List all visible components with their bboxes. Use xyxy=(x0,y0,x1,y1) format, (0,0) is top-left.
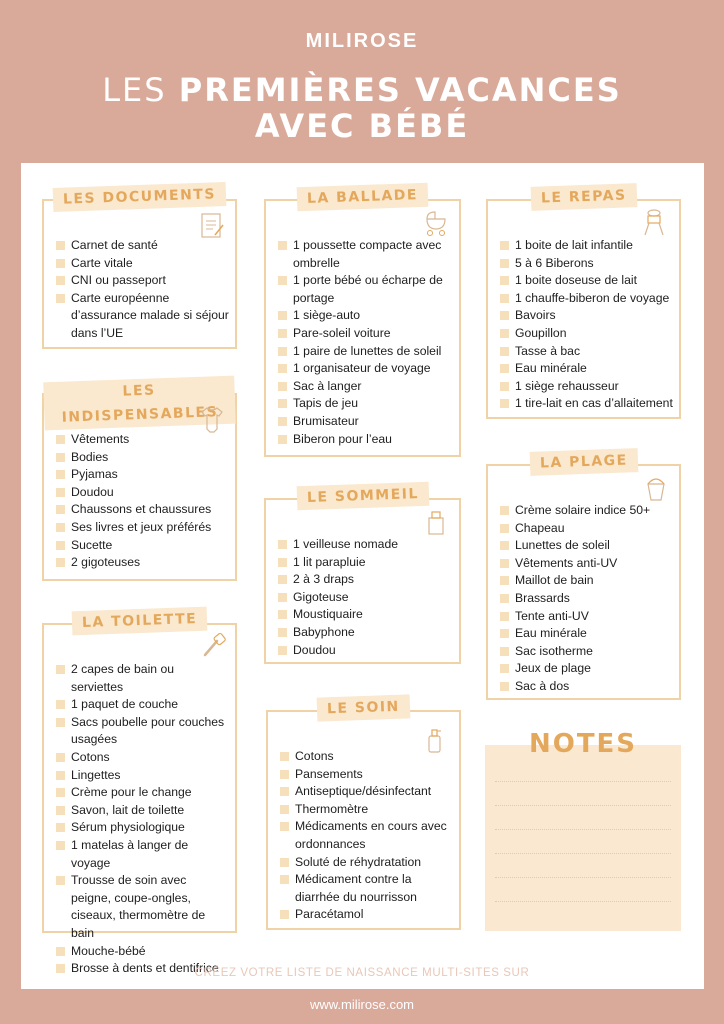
checklist-item[interactable]: 2 capes de bain ou serviettes xyxy=(56,661,229,696)
checklist-item[interactable]: Babyphone xyxy=(278,624,453,642)
section-soin xyxy=(266,698,461,930)
notes-line xyxy=(495,829,671,830)
section-list xyxy=(56,237,229,343)
checklist-item[interactable]: Ses livres et jeux préférés xyxy=(56,519,229,537)
title-line1-prefix: LES xyxy=(102,71,179,109)
checklist-item[interactable]: Crème pour le change xyxy=(56,784,229,802)
checklist-item[interactable]: Mouche-bébé xyxy=(56,943,229,961)
section-list xyxy=(56,661,229,978)
checklist-item[interactable]: 5 à 6 Biberons xyxy=(500,255,673,273)
checklist-item[interactable]: 1 boite de lait infantile xyxy=(500,237,673,255)
checklist-item[interactable]: Tente anti-UV xyxy=(500,608,673,626)
checklist-item[interactable]: Cotons xyxy=(56,749,229,767)
checklist-item[interactable]: 1 chauffe-biberon de voyage xyxy=(500,290,673,308)
checklist-item[interactable]: Chaussons et chaussures xyxy=(56,501,229,519)
checklist-item[interactable]: Savon, lait de toilette xyxy=(56,802,229,820)
checklist-item[interactable]: Carnet de santé xyxy=(56,237,229,255)
notes-line xyxy=(495,877,671,878)
section-list xyxy=(500,502,673,696)
checklist-item[interactable]: Bavoirs xyxy=(500,307,673,325)
page-title xyxy=(0,72,724,144)
checklist-item[interactable]: 2 à 3 draps xyxy=(278,571,453,589)
checklist-item[interactable]: Paracétamol xyxy=(280,906,453,924)
nightlight-icon xyxy=(423,508,449,538)
checklist-item[interactable]: 1 lit parapluie xyxy=(278,554,453,572)
checklist-item[interactable]: Maillot de bain xyxy=(500,572,673,590)
footer-url-link[interactable]: www.milirose.com xyxy=(309,997,414,1012)
checklist-item[interactable]: Lingettes xyxy=(56,767,229,785)
section-list xyxy=(280,748,453,924)
checklist-item[interactable]: 1 organisateur de voyage xyxy=(278,360,453,378)
checklist-item[interactable]: Sacs poubelle pour couches usagées xyxy=(56,714,229,749)
checklist-item[interactable]: Trousse de soin avec peigne, coupe-ongles, ciseaux, thermomètre de bain xyxy=(56,872,229,942)
checklist-item[interactable]: Crème solaire indice 50+ xyxy=(500,502,673,520)
checklist-item[interactable]: Lunettes de soleil xyxy=(500,537,673,555)
checklist-item[interactable]: Gigoteuse xyxy=(278,589,453,607)
section-title: LA PLAGE xyxy=(529,448,637,476)
checklist-item[interactable]: Sac à dos xyxy=(500,678,673,696)
section-indispensables xyxy=(42,382,237,581)
section-title: LE SOMMEIL xyxy=(296,482,429,511)
checklist-item[interactable]: Moustiquaire xyxy=(278,606,453,624)
checklist-item[interactable]: Soluté de réhydratation xyxy=(280,854,453,872)
footer-text: CRÉEZ VOTRE LISTE DE NAISSANCE MULTI-SITES SUR xyxy=(194,967,530,979)
title-line1-bold: PREMIÈRES VACANCES xyxy=(178,71,622,109)
checklist-item[interactable]: Doudou xyxy=(278,642,453,660)
checklist-item[interactable]: 1 paquet de couche xyxy=(56,696,229,714)
notes-line xyxy=(495,853,671,854)
section-list xyxy=(278,237,453,448)
section-title: LE REPAS xyxy=(530,183,636,211)
checklist-item[interactable]: Pansements xyxy=(280,766,453,784)
section-title: LES INDISPENSABLES xyxy=(43,376,236,431)
checklist-item[interactable]: Antiseptique/désinfectant xyxy=(280,783,453,801)
section-list xyxy=(56,431,229,572)
section-title: LE SOIN xyxy=(317,694,411,721)
checklist-item[interactable]: 1 siège-auto xyxy=(278,307,453,325)
stroller-icon xyxy=(423,209,449,239)
checklist-item[interactable]: Eau minérale xyxy=(500,360,673,378)
checklist-item[interactable]: Médicament contre la diarrhée du nourrisson xyxy=(280,871,453,906)
notes-line xyxy=(495,781,671,782)
checklist-item[interactable]: 1 porte bébé ou écharpe de portage xyxy=(278,272,453,307)
checklist-item[interactable]: Cotons xyxy=(280,748,453,766)
checklist-item[interactable]: 2 gigoteuses xyxy=(56,554,229,572)
checklist-item[interactable]: CNI ou passeport xyxy=(56,272,229,290)
checklist-item[interactable]: Biberon pour l’eau xyxy=(278,431,453,449)
brand-logo: MILIROSE xyxy=(305,30,419,52)
checklist-item[interactable]: 1 poussette compacte avec ombrelle xyxy=(278,237,453,272)
notes-line xyxy=(495,901,671,902)
checklist-item[interactable]: Vêtements xyxy=(56,431,229,449)
checklist-item[interactable]: 1 boite doseuse de lait xyxy=(500,272,673,290)
checklist-item[interactable]: 1 siège rehausseur xyxy=(500,378,673,396)
section-list xyxy=(500,237,673,413)
section-ballade xyxy=(264,187,461,457)
checklist-item[interactable]: 1 paire de lunettes de soleil xyxy=(278,343,453,361)
checklist-item[interactable]: Pyjamas xyxy=(56,466,229,484)
section-documents xyxy=(42,186,237,349)
checklist-item[interactable]: Brumisateur xyxy=(278,413,453,431)
checklist-item[interactable]: 1 matelas à langer de voyage xyxy=(56,837,229,872)
checklist-item[interactable]: Jeux de plage xyxy=(500,660,673,678)
checklist-item[interactable]: Carte européenne d’assurance malade si séjour dans l’UE xyxy=(56,290,229,343)
section-title: LES DOCUMENTS xyxy=(53,182,227,212)
checklist-item[interactable]: Pare-soleil voiture xyxy=(278,325,453,343)
checklist-item[interactable]: Goupillon xyxy=(500,325,673,343)
checklist-item[interactable]: Bodies xyxy=(56,449,229,467)
checklist-item[interactable]: Brassards xyxy=(500,590,673,608)
section-sommeil xyxy=(264,486,461,664)
high-chair-icon xyxy=(641,207,667,237)
section-title: LA BALLADE xyxy=(297,183,429,212)
checklist-item[interactable]: 1 veilleuse nomade xyxy=(278,536,453,554)
checklist-item[interactable]: Tasse à bac xyxy=(500,343,673,361)
title-line2: AVEC BÉBÉ xyxy=(254,107,470,145)
brush-icon xyxy=(201,631,227,661)
checklist-item[interactable]: Sérum physiologique xyxy=(56,819,229,837)
checklist-item[interactable]: Sucette xyxy=(56,537,229,555)
checklist-item[interactable]: Tapis de jeu xyxy=(278,395,453,413)
checklist-item[interactable]: Chapeau xyxy=(500,520,673,538)
checklist-item[interactable]: Eau minérale xyxy=(500,625,673,643)
notes-line xyxy=(495,805,671,806)
notes-title: NOTES xyxy=(528,729,638,759)
checklist-item[interactable]: Médicaments en cours avec ordonnances xyxy=(280,818,453,853)
sand-bucket-icon xyxy=(643,474,669,504)
section-repas xyxy=(486,187,681,419)
notes-area[interactable] xyxy=(485,729,681,931)
checklist-item[interactable]: Sac à langer xyxy=(278,378,453,396)
checklist-item[interactable]: Carte vitale xyxy=(56,255,229,273)
section-list xyxy=(278,536,453,659)
section-title: LA TOILETTE xyxy=(71,607,207,636)
checklist-item[interactable]: 1 tire-lait en cas d’allaitement xyxy=(500,395,673,413)
checklist-item[interactable]: Brosse à dents et dentifrice xyxy=(56,960,229,978)
section-toilette xyxy=(42,610,237,976)
checklist-item[interactable]: Doudou xyxy=(56,484,229,502)
checklist-item[interactable]: Sac isotherme xyxy=(500,643,673,661)
checklist-item[interactable]: Thermomètre xyxy=(280,801,453,819)
checklist-item[interactable]: Vêtements anti-UV xyxy=(500,555,673,573)
section-plage xyxy=(486,452,681,700)
